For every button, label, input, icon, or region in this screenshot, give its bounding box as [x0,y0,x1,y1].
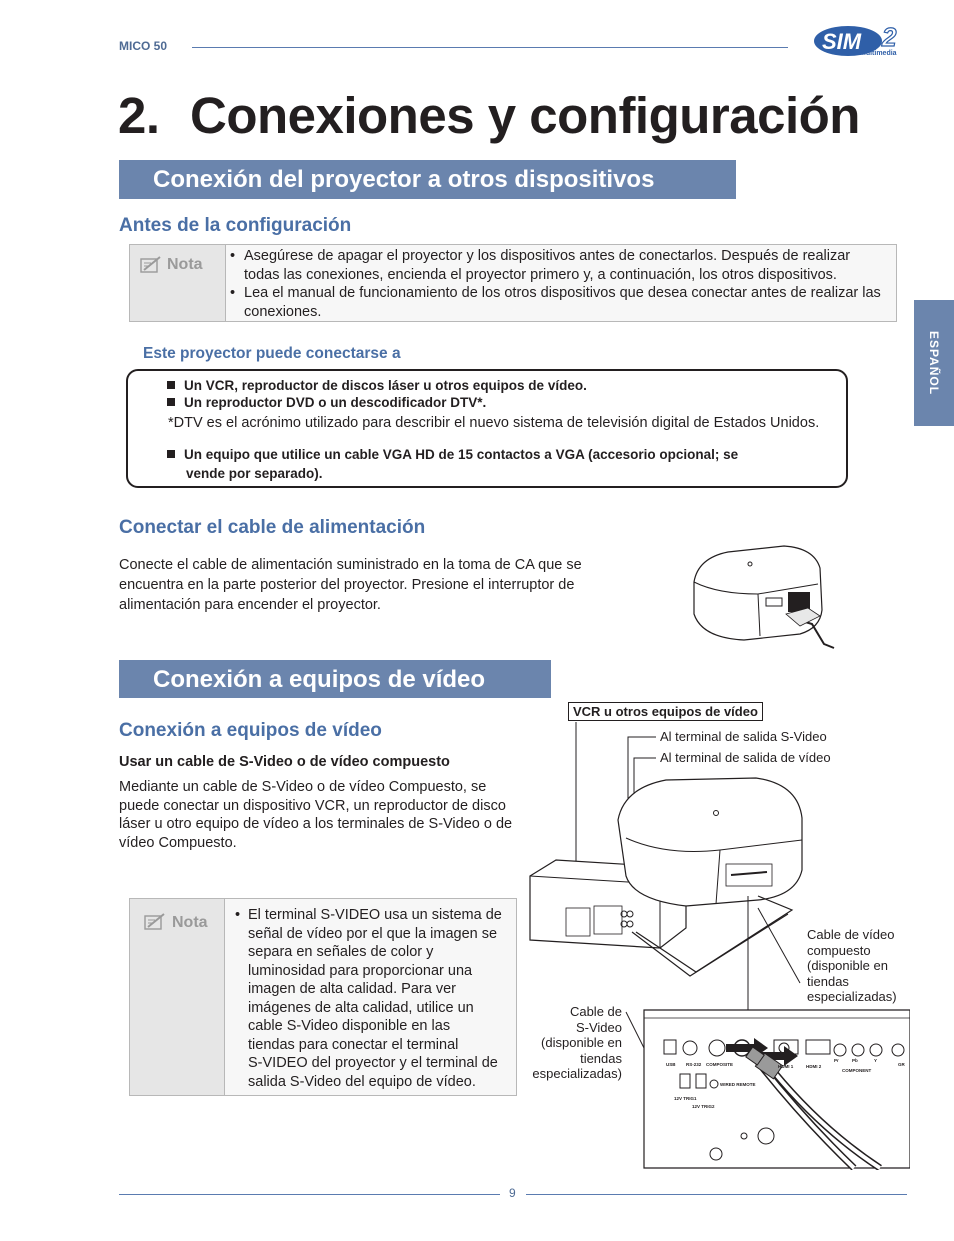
list-item: Un VCR, reproductor de discos láser u otros equipos de vídeo. [167,377,587,394]
panel-label-composite: COMPOSITE [706,1062,734,1067]
panel-label-trig1: 12V TRIG1 [674,1096,697,1101]
svg-text:2: 2 [882,22,897,52]
projector-power-illustration [688,544,836,652]
chapter-title: 2. Conexiones y configuración [118,87,860,144]
svideo-out-label: Al terminal de salida S-Video [660,729,827,744]
panel-label-component: COMPONENT [842,1068,872,1073]
list-item: Un equipo que utilice un cable VGA HD de 15 contactos a VGA (accesorio opcional; se [167,446,738,463]
svg-text:SIM: SIM [822,29,862,54]
page-number: 9 [509,1186,516,1200]
subheading-cable-type: Usar un cable de S-Video o de vídeo compuesto [119,754,450,770]
video-out-label: Al terminal de salida de vídeo [660,750,831,765]
video-instructions: Mediante un cable de S-Video o de vídeo Compuesto, se puede conectar un dispositivo VCR, un reproductor de disco láser u otro equipo de vídeo a los terminales de S-Video o de vídeo Compuesto. [119,779,513,851]
note-label: Nota [167,256,203,273]
panel-label-usb: USB [666,1062,676,1067]
pencil-note-icon [139,255,163,275]
pencil-note-icon [143,912,167,932]
panel-label-trig2: 12V TRIG2 [692,1104,715,1109]
note-bullet: • El terminal S-VIDEO usa un sistema de señal de vídeo por el que la imagen se separa en señales de color y luminosidad para proporcionar una imagen de alta calidad. Para ver imágenes de alta calidad, utilice un cable S-Video disponible en las tiendas para conectar el terminal S-VIDEO del proyector y el terminal de salida S-Video del equipo de vídeo. [235,907,502,1090]
footer-rule-right [526,1194,907,1195]
panel-label-gr: GR [898,1062,905,1067]
footer-rule-left [119,1194,500,1195]
list-item-continuation: vende por separado). [186,466,323,481]
heading-before-setup: Antes de la configuración [119,215,352,236]
note-label: Nota [172,914,208,931]
note-box-before-setup [129,244,897,322]
panel-label-hdmi1: HDMI 1 [778,1064,794,1069]
panel-label-wired-remote: WIRED REMOTE [720,1082,756,1087]
list-item: Un reproductor DVD o un descodificador DTV*. [167,394,486,411]
model-name: MICO 50 [119,39,168,53]
sim2-logo [810,22,910,58]
composite-cable-label: Cable de vídeo compuesto (disponible en tiendas especializadas) [807,927,897,1004]
vcr-callout: VCR u otros equipos de vídeo [568,702,763,721]
panel-label-hdmi2: HDMI 2 [806,1064,822,1069]
section-title-video: Conexión a equipos de vídeo [119,660,551,698]
svideo-cable-label: Cable de S-Video (disponible en tiendas especializadas) [532,1004,622,1081]
panel-label-rs232: RS-232 [686,1062,702,1067]
panel-label-y: Y [874,1058,878,1063]
header-rule [192,47,788,48]
note-bullet: • Lea el manual de funcionamiento de los otros dispositivos que desea conectar antes de realizar las conexiones. [230,284,882,321]
connectable-devices-box [126,369,848,488]
power-instructions: Conecte el cable de alimentación suministrado en la toma de CA que se encuentra en la parte posterior del proyector. Presione el interruptor de alimentación para encender el proyector. [119,557,582,613]
svg-text:Multimedia: Multimedia [860,50,897,57]
heading-connectable: Este proyector puede conectarse a [143,345,401,362]
panel-label-pb: Pb [852,1058,858,1063]
heading-power-cable: Conectar el cable de alimentación [119,517,426,538]
heading-video-equipment: Conexión a equipos de vídeo [119,720,382,741]
panel-label-pr: Pr [834,1058,839,1063]
section-title-connections: Conexión del proyector a otros dispositivos [119,160,736,199]
language-tab [914,300,954,426]
note-box-svideo [129,898,517,1096]
note-bullet: • Asegúrese de apagar el proyector y los dispositivos antes de conectarlos. Después de realizar todas las conexiones, encienda el proyector primero y, a continuación, los otros dispositivos. [230,247,882,284]
language-tab-label: ESPAÑOL [927,330,941,396]
dtv-footnote: *DTV es el acrónimo utilizado para describir el nuevo sistema de televisión digital de Estados Unidos. [168,415,820,431]
